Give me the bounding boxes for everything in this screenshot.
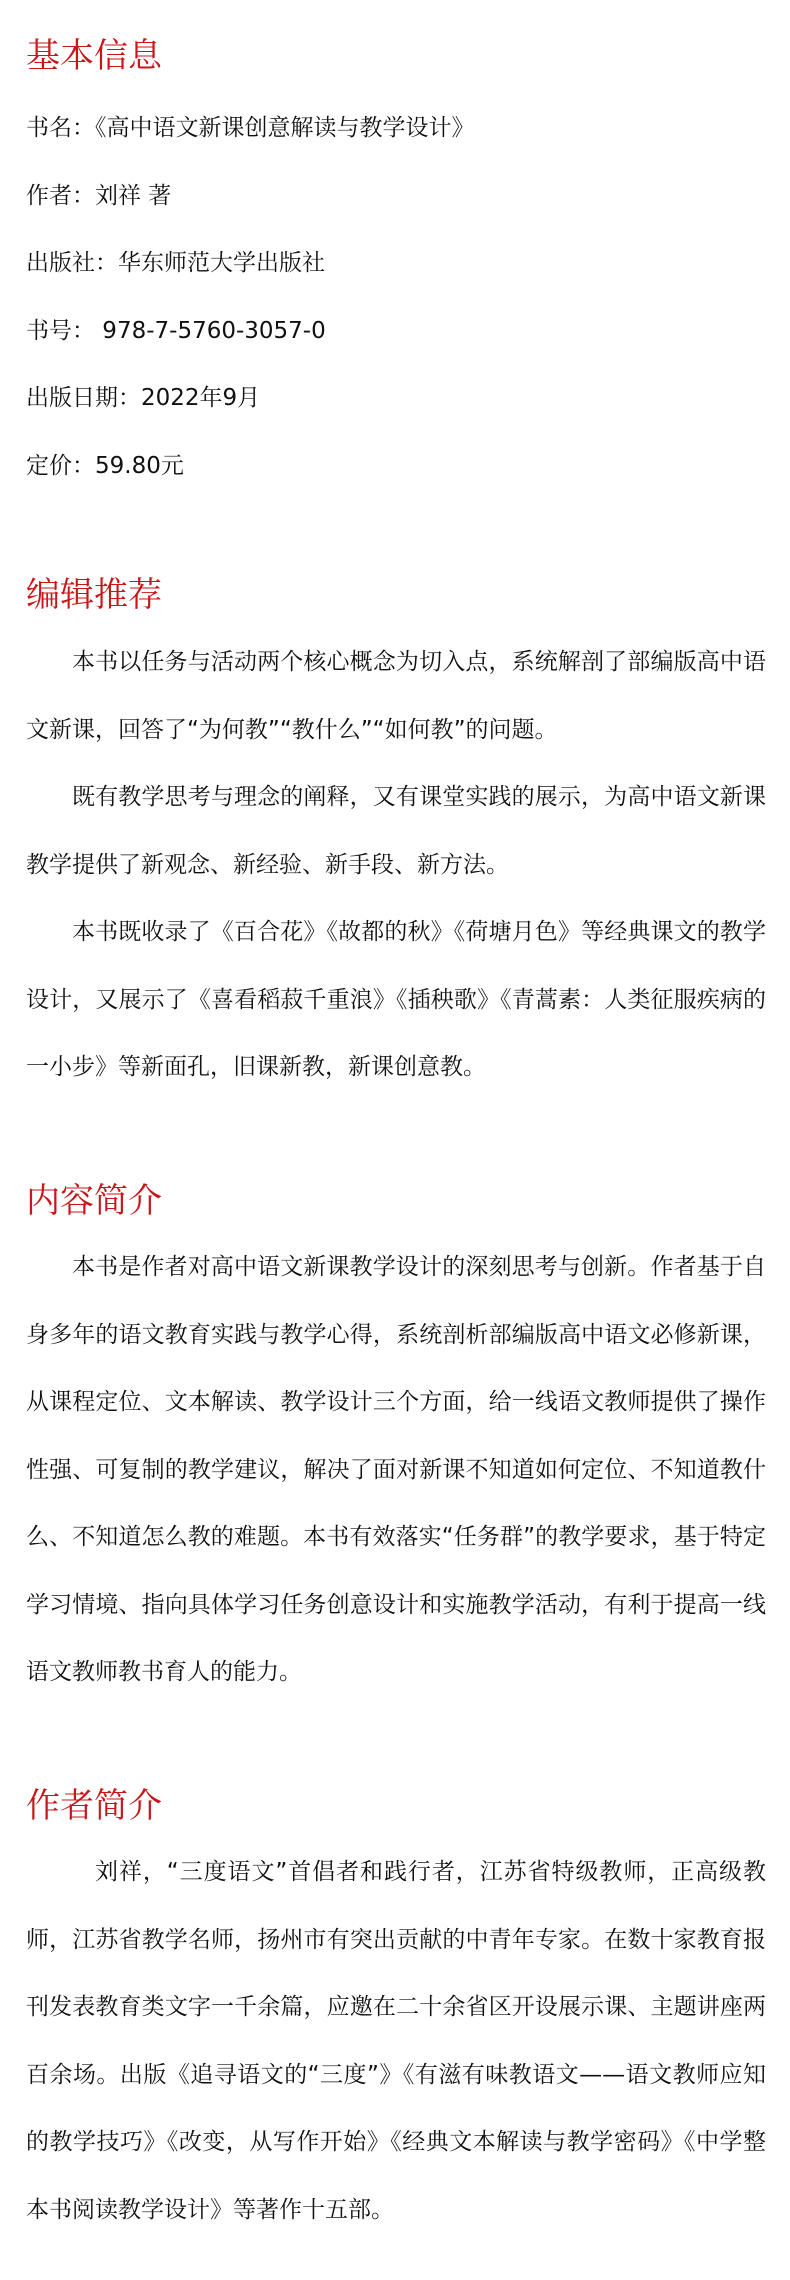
editor-paragraph-2: 既有教学思考与理念的阐释，又有课堂实践的展示，为高中语文新课教学提供了新观念、新经验、新手段、新方法。 xyxy=(26,784,766,878)
editor-recommend-heading: 编辑推荐 xyxy=(26,575,162,615)
basic-info-heading: 基本信息 xyxy=(26,36,162,76)
book-price: 定价：59.80元 xyxy=(26,453,184,479)
book-pub-date: 出版日期：2022年9月 xyxy=(26,385,261,411)
editor-paragraph-1: 本书以任务与活动两个核心概念为切入点，系统解剖了部编版高中语文新课，回答了“为何教”“教什么”“如何教”的问题。 xyxy=(26,649,766,743)
author-bio-paragraph: 刘祥，“三度语文”首倡者和践行者，江苏省特级教师，正高级教师，江苏省教学名师，扬州市有突出贡献的中青年专家。在数十家教育报刊发表教育类文字一千余篇，应邀在二十余省区开设展示课、主题讲座两百余场。出版《追寻语文的“三度”》《有滋有味教语文——语文教师应知的教学技巧》《改变，从写作开始》《经典文本解读与教学密码》《中学整本书阅读教学设计》等著作十五部。 xyxy=(26,1859,766,2223)
book-publisher: 出版社：华东师范大学出版社 xyxy=(26,250,325,276)
editor-paragraph-3: 本书既收录了《百合花》《故都的秋》《荷塘月色》等经典课文的教学设计，又展示了《喜看稻菽千重浪》《插秧歌》《青蒿素：人类征服疾病的一小步》等新面孔，旧课新教，新课创意教。 xyxy=(26,919,766,1080)
content-paragraph: 本书是作者对高中语文新课教学设计的深刻思考与创新。作者基于自身多年的语文教育实践与教学心得，系统剖析部编版高中语文必修新课，从课程定位、文本解读、教学设计三个方面，给一线语文教师提供了操作性强、可复制的教学建议，解决了面对新课不知道如何定位、不知道教什么、不知道怎么教的难题。本书有效落实“任务群”的教学要求，基于特定学习情境、指向具体学习任务创意设计和实施教学活动，有利于提高一线语文教师教书育人的能力。 xyxy=(26,1254,766,1685)
book-author: 作者：刘祥 著 xyxy=(26,183,172,209)
book-isbn: 书号： 978-7-5760-3057-0 xyxy=(26,318,326,344)
content-summary-heading: 内容简介 xyxy=(26,1181,162,1221)
book-name: 书名：《高中语文新课创意解读与教学设计》 xyxy=(26,115,475,141)
author-bio-heading: 作者简介 xyxy=(26,1786,162,1826)
